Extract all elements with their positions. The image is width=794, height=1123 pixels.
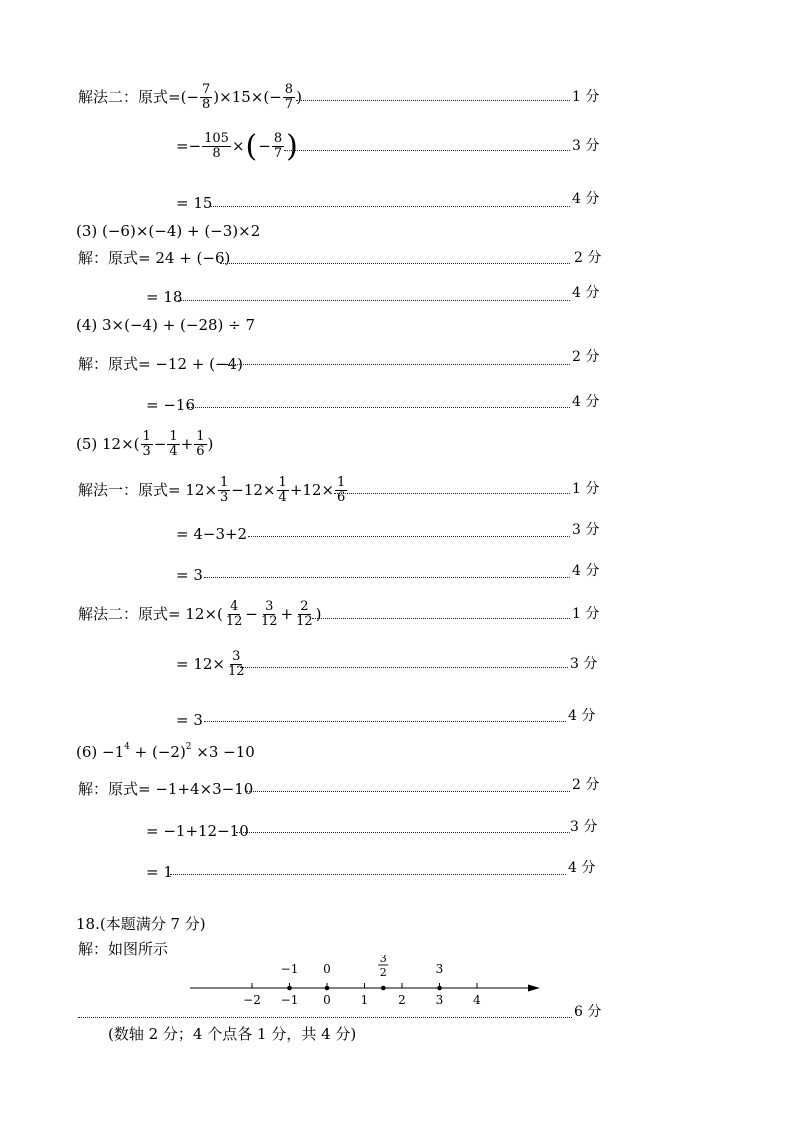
leader-dots	[246, 791, 570, 792]
line-q3-solution: 解：原式= 24 + (−6)	[78, 249, 231, 267]
fraction: $\frac{8}{7}$	[273, 130, 283, 161]
question-18-title: 18.(本题满分 7 分)	[76, 915, 206, 933]
line-q4-result: = −16	[146, 396, 195, 414]
score-label: 2 分	[572, 349, 600, 365]
leader-dots	[220, 263, 570, 264]
fraction: $\frac{105}{8}$	[204, 130, 229, 161]
point-marker	[287, 986, 292, 991]
score-label: 3 分	[572, 522, 600, 538]
score-label: 4 分	[572, 394, 600, 410]
score-label: 2 分	[572, 777, 600, 793]
leader-dots	[334, 493, 570, 494]
point-label-numerator: 3	[379, 955, 387, 965]
tick-label: 3	[435, 993, 444, 1007]
fraction: $\frac{3}{12}$	[260, 598, 278, 629]
scoring-note: (数轴 2 分；4 个点各 1 分，共 4 分)	[108, 1025, 357, 1043]
leader-dots	[210, 206, 570, 207]
tick-label: 0	[323, 993, 331, 1007]
score-label: 3 分	[570, 819, 598, 835]
leader-dots	[78, 1017, 572, 1018]
line-q5-method1-step2: = 4−3+2	[176, 525, 248, 543]
question-4: (4) 3×(−4) + (−28) ÷ 7	[76, 316, 256, 334]
line-q5-method1-step1: 解法一：原式 = 12× $\frac{1}{3}$ −12× $\frac{1}{4}$ +12× $\frac{1}{6}$	[78, 474, 346, 505]
number-line	[180, 955, 560, 1015]
question-6: $(6) -1^4 + (-2)^2 \times 3 -10$	[76, 742, 255, 761]
leader-dots	[312, 618, 570, 619]
fraction: $\frac{7}{8}$	[202, 81, 211, 112]
tick-label: −2	[243, 993, 261, 1007]
point-label: 0	[323, 962, 331, 976]
line-q5-method2-step3: = 3	[176, 711, 203, 729]
line-q6-result: = 1	[146, 863, 173, 881]
score-label: 1 分	[572, 606, 600, 622]
line-q5-method2-step2: = 12× $\frac{3}{12}$	[176, 648, 245, 679]
score-label: 4 分	[568, 708, 596, 724]
fraction: $\frac{3}{12}$	[228, 648, 245, 679]
line-q6-solution: 解：原式= −1+4×3−10	[78, 780, 254, 798]
fraction: $\frac{4}{12}$	[225, 598, 243, 629]
score-label: 3 分	[572, 138, 600, 154]
leader-dots	[204, 721, 566, 722]
score-label: 3 分	[570, 656, 598, 672]
line-method2-step1: 解法二：原式 =(− $\frac{7}{8}$ )×15×(− $\frac{8}{7}$ )	[78, 81, 302, 112]
leader-dots	[178, 300, 570, 301]
score-label: 4 分	[568, 860, 596, 876]
leader-dots	[226, 364, 570, 365]
line-method2-step2: =− $\frac{105}{8}$ × ( − $\frac{8}{7}$ )	[176, 128, 298, 164]
score-label: 1 分	[572, 89, 600, 105]
point-marker	[325, 986, 330, 991]
fraction: $\frac{1}{6}$	[337, 474, 346, 505]
fraction: $\frac{1}{3}$	[142, 428, 151, 459]
question-3: (3) (−6)×(−4) + (−3)×2	[76, 222, 261, 240]
leader-dots	[284, 150, 570, 151]
question-5: (5) 12×( $\frac{1}{3}$ − $\frac{1}{4}$ + $\frac{1}{6}$ )	[76, 428, 214, 459]
fraction: $\frac{1}{3}$	[220, 474, 229, 505]
arrow-icon	[528, 985, 540, 992]
line-q6-step2: = −1+12−10	[146, 822, 249, 840]
leader-dots	[236, 832, 570, 833]
point-marker	[381, 986, 386, 991]
leader-dots	[240, 667, 568, 668]
score-label: 4 分	[572, 285, 600, 301]
score-label: 1 分	[572, 481, 600, 497]
leader-dots	[248, 536, 570, 537]
fraction: $\frac{1}{4}$	[169, 428, 178, 459]
tick-label: 2	[398, 993, 406, 1007]
fraction: $\frac{8}{7}$	[284, 81, 294, 112]
score-label: 2 分	[574, 250, 602, 266]
question-18-answer: 解：如图所示	[78, 940, 169, 958]
fraction: $\frac{1}{4}$	[278, 474, 287, 505]
leader-dots	[188, 407, 570, 408]
tick-label: 4	[473, 993, 481, 1007]
tick-label: 1	[360, 993, 369, 1007]
point-marker	[437, 986, 442, 991]
point-label: 3	[435, 962, 444, 976]
leader-dots	[170, 874, 566, 875]
line-q5-method1-step3: = 3	[176, 566, 203, 584]
point-label: −1	[280, 962, 299, 976]
leader-dots	[296, 100, 570, 101]
line-q5-method2-step1: 解法二：原式 = 12×( $\frac{4}{12}$ − $\frac{3}{12}$ + $\frac{2}{12}$ )	[78, 598, 322, 629]
fraction: $\frac{2}{12}$	[296, 598, 313, 629]
leader-dots	[204, 577, 570, 578]
line-method2-step3: = 15	[176, 194, 213, 212]
tick-label: −1	[280, 993, 299, 1007]
line-q4-solution: 解：原式= −12 + (−4)	[78, 355, 243, 373]
fraction: $\frac{1}{6}$	[196, 428, 205, 459]
line-q3-result: = 18	[146, 288, 183, 306]
score-label: 4 分	[572, 563, 600, 579]
score-label: 6 分	[574, 1004, 602, 1020]
score-label: 4 分	[572, 191, 600, 207]
point-label-denominator: 2	[379, 966, 387, 979]
